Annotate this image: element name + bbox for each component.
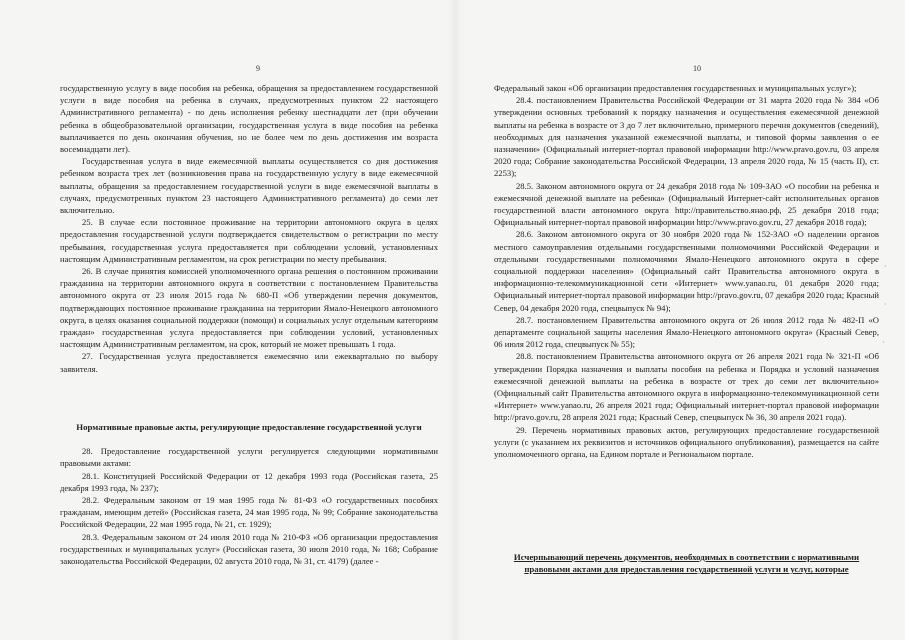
- paragraph-28-7: 28.7. постановлением Правительства автономного округа от 26 июля 2012 года № 482-П «О департаменте социальной защиты населения Ямало-Ненецкого автономного округа» (Красный Север, 06 июля 2012 года, спецвыпуск № 55);: [494, 314, 879, 350]
- paragraph-27: 27. Государственная услуга предоставляется ежемесячно или ежеквартально по выбору заявителя.: [60, 351, 438, 374]
- paragraph-28-2: 28.2. Федеральным законом от 19 мая 1995 года № 81-ФЗ «О государственных пособиях гражданам, имеющим детей» (Российская газета, 24 мая 1995 года, № 99; Собрание законодательства Российской Федерации, 22 мая 1995 года, № 21, ст. 1929);: [60, 495, 438, 530]
- paragraph-28-3: 28.3. Федеральным законом от 24 июля 2010 года № 210-ФЗ «Об организации предоставления государственных и муниципальных услуг» (Российская газета, 30 июля 2010 года, № 168; Собрание законодательства Российской Федерации, 02 августа 2010 года, № 31, ст. 4179) (далее -: [60, 531, 438, 567]
- paragraph-28-8: 28.8. постановлением Правительства автономного округа от 26 апреля 2021 года № 321-П «Об утверждении Порядка назначения и выплаты пособия на ребенка и Порядка и условий назначения ежемесячной денежной выплаты на ребенка в возрасте от трех до семи лет включительно» (Официальный сайт Правительства автономного округа в информационно-телекоммуникационной сети «Интернет» www.yanao.ru, 26 апреля 2021 года; Официальный интернет-портал правовой информации http://pravo.gov.ru, 28 апреля 2021 года; Красный Север, спецвыпуск № 36, 30 апреля 2021 года).: [494, 351, 879, 423]
- page-fold-shadow: [448, 0, 462, 640]
- section-heading: Исчерпывающий перечень документов, необходимых в соответствии с нормативными правовыми актами для предоставления государственной услуги и услуг, которые: [513, 552, 860, 575]
- section-heading: Нормативные правовые акты, регулирующие предоставление государственной услуги: [76, 422, 422, 432]
- left-page-body-lower: [60, 421, 438, 567]
- scan-mark: ·: [882, 338, 885, 347]
- right-page-body: [494, 82, 879, 460]
- paragraph-28: 28. Предоставление государственной услуги регулируется следующими нормативными правовыми актами:: [60, 446, 438, 469]
- paragraph: Государственная услуга в виде ежемесячной выплаты осуществляется со дня достижения ребенком возраста трех лет (возникновения права на государственную услугу в виде ежемесячной выплаты, обращения за предоставлением государственной услуги в виде ежемесячной выплаты в случаях, предусмотренных пунктом 23 настоящего Административного регламента) до семи лет включительно.: [60, 156, 438, 216]
- scan-mark: ·: [884, 300, 887, 309]
- right-page-body-lower: [494, 551, 879, 575]
- paragraph-28-4: 28.4. постановлением Правительства Российской Федерации от 31 марта 2020 года № 384 «Об утверждении основных требований к порядку назначения и осуществления ежемесячной денежной выплаты на ребенка в возрасте от 3 до 7 лет включительно, примерного перечня документов (сведений), необходимых для назначения указанной ежемесячной выплаты, и типовой формы заявления о ее назначении» (Официальный интернет-портал правовой информации http://www.pravo.gov.ru, 03 апреля 2020 года; Собрание законодательства Российской Федерации, 13 апреля 2020 года, № 15 (часть II), ст. 2253);: [494, 95, 879, 179]
- paragraph-28-5: 28.5. Законом автономного округа от 24 декабря 2018 года № 109-ЗАО «О пособии на ребенка и ежемесячной денежной выплате на ребенка» (Официальный Интернет-сайт исполнительных органов государственной власти автономного округа http://правительство.янао.рф, 25 декабря 2018 года; Официальный интернет-портал правовой информации http://www.pravo.gov.ru, 27 декабря 2018 года);: [494, 180, 879, 228]
- paragraph-28-6: 28.6. Законом автономного округа от 30 ноября 2020 года № 152-ЗАО «О наделении органов местного самоуправления отдельными государственными полномочиями Российской Федерации и отдельными государственными полномочиями Ямало-Ненецкого автономного округа в сфере социальной поддержки населения» (Официальный сайт Правительства автономного округа в информационно-телекоммуникационной сети «Интернет» www.yanao.ru, 01 декабря 2020 года; Официальный интернет-портал правовой информации http://pravo.gov.ru, 07 декабря 2020 года; Красный Север, 04 декабря 2020 года, спецвыпуск № 94);: [494, 229, 879, 313]
- paragraph: Федеральный закон «Об организации предоставления государственных и муниципальных услуг»);: [494, 83, 857, 93]
- scan-mark: ·: [884, 262, 887, 271]
- left-page: [60, 0, 438, 640]
- paragraph: государственную услугу в виде пособия на ребенка, обращения за предоставлением государственной услуги в виде пособия на ребенка в случаях, предусмотренных пунктом 22 настоящего Административного регламента) - по день исполнения ребенку шестнадцати лет (при обучении ребенка в общеобразовательной организации, государственная услуга в виде пособия на ребенка выплачивается по день окончания обучения, но не более чем по день достижения им возраста восемнадцати лет).: [60, 83, 438, 155]
- page-number: 9: [256, 64, 260, 73]
- left-page-body: [60, 82, 438, 375]
- page-number: 10: [693, 64, 701, 73]
- paragraph-28-1: 28.1. Конституцией Российской Федерации от 12 декабря 1993 года (Российская газета, 25 декабря 1993 года, № 237);: [60, 470, 438, 493]
- paragraph-25: 25. В случае если постоянное проживание на территории автономного округа в целях предоставления государственной услуги подтверждается свидетельством о регистрации по месту пребывания, государственная услуга предоставляется при соблюдении условий, установленных настоящим Административным регламентом, на срок регистрации по месту пребывания.: [60, 217, 438, 264]
- right-page: [494, 0, 879, 640]
- paragraph-29: 29. Перечень нормативных правовых актов, регулирующих предоставление государственной услуги (с указанием их реквизитов и источников официального опубликования), размещается на сайте уполномоченного органа, на Едином портале и Региональном портале.: [494, 424, 879, 460]
- paragraph-26: 26. В случае принятия комиссией уполномоченного органа решения о постоянном проживании гражданина на территории автономного округа в соответствии с постановлением Правительства автономного округа от 23 июля 2015 года № 680-П «Об утверждении перечня документов, подтверждающих постоянное проживание гражданина на территории Ямало-Ненецкого автономного округа, в целях оказания социальной поддержки (помощи) и социальных услуг отдельным категориям граждан» государственная услуга предоставляется при соблюдении условий, установленных настоящим Административным регламентом, на срок, который не может превышать 1 года.: [60, 266, 438, 350]
